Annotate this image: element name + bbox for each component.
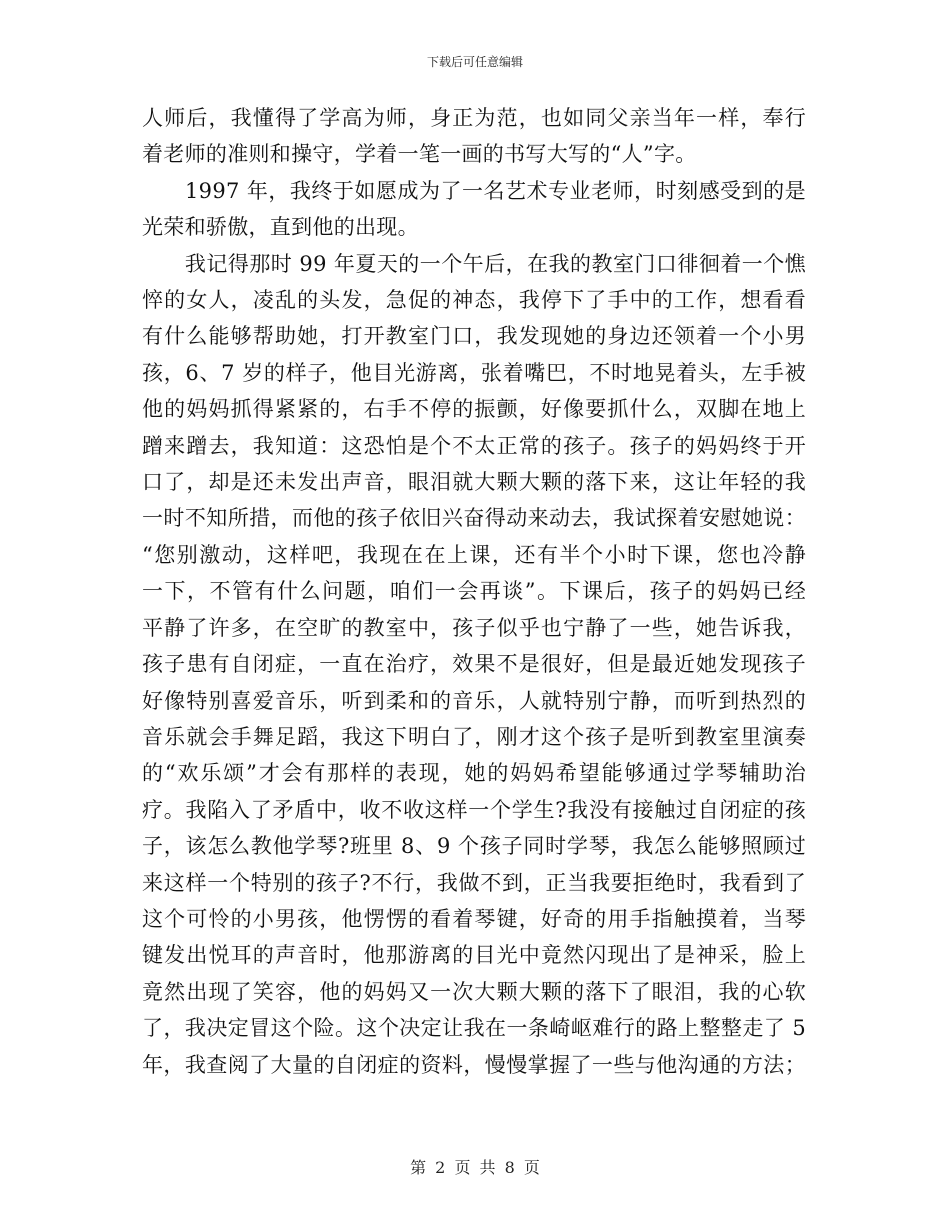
- text-line: 1997 年，我终于如愿成为了一名艺术专业老师，时刻感受到的是: [142, 178, 806, 203]
- text-line: 音乐就会手舞足蹈，我这下明白了，刚才这个孩子是听到教室里演奏: [142, 724, 806, 749]
- text-line: 键发出悦耳的声音时，他那游离的目光中竟然闪现出了是神采，脸上: [142, 943, 806, 968]
- text-line: 好像特别喜爱音乐，听到柔和的音乐，人就特别宁静，而听到热烈的: [142, 688, 806, 713]
- text-line: 着老师的准则和操守，学着一笔一画的书写大写的“人”字。: [142, 142, 697, 167]
- text-line: 年，我查阅了大量的自闭症的资料，慢慢掌握了一些与他沟通的方法；: [142, 1052, 806, 1077]
- text-line: 光荣和骄傲，直到他的出现。: [142, 215, 419, 240]
- text-line: 了，我决定冒这个险。这个决定让我在一条崎岖难行的路上整整走了 5: [142, 1016, 806, 1041]
- page-header: 下载后可任意编辑: [426, 55, 523, 69]
- paragraph-1: [142, 100, 806, 173]
- text-line: 子，该怎么教他学琴?班里 8、9 个孩子同时学琴，我怎么能够照顾过: [142, 834, 806, 859]
- text-line: 悴的女人，凌乱的头发，急促的神态，我停下了手中的工作，想看看: [142, 288, 806, 313]
- text-line: 来这样一个特别的孩子?不行，我做不到，正当我要拒绝时，我看到了: [142, 870, 806, 895]
- text-line: “您别激动，这样吧，我现在在上课，还有半个小时下课，您也冷静: [142, 542, 806, 567]
- text-line: 孩，6、7 岁的样子，他目光游离，张着嘴巴，不时地晃着头，左手被: [142, 360, 806, 385]
- text-line: 竟然出现了笑容，他的妈妈又一次大颗大颗的落下了眼泪，我的心软: [142, 979, 806, 1004]
- paragraph-3: [142, 246, 806, 1083]
- text-line: 孩子患有自闭症，一直在治疗，效果不是很好，但是最近她发现孩子: [142, 652, 806, 677]
- text-line: 的“欢乐颂”才会有那样的表现，她的妈妈希望能够通过学琴辅助治: [142, 761, 806, 786]
- text-line: 一时不知所措，而他的孩子依旧兴奋得动来动去，我试探着安慰她说：: [142, 506, 806, 531]
- text-line: 人师后，我懂得了学高为师，身正为范，也如同父亲当年一样，奉行: [142, 106, 806, 130]
- text-line: 口了，却是还未发出声音，眼泪就大颗大颗的落下来，这让年轻的我: [142, 470, 806, 495]
- page-footer: 第 2 页 共 8 页: [410, 1158, 540, 1177]
- document-body: [142, 100, 806, 1083]
- paragraph-2: [142, 173, 806, 246]
- text-line: 有什么能够帮助她，打开教室门口，我发现她的身边还领着一个小男: [142, 324, 806, 349]
- text-line: 一下，不管有什么问题，咱们一会再谈”。下课后，孩子的妈妈已经: [142, 579, 806, 604]
- text-line: 蹭来蹭去，我知道：这恐怕是个不太正常的孩子。孩子的妈妈终于开: [142, 433, 806, 458]
- text-line: 疗。我陷入了矛盾中，收不收这样一个学生?我没有接触过自闭症的孩: [142, 797, 806, 822]
- text-line: 这个可怜的小男孩，他愣愣的看着琴键，好奇的用手指触摸着，当琴: [142, 906, 806, 931]
- text-line: 我记得那时 99 年夏天的一个午后，在我的教室门口徘徊着一个憔: [142, 251, 806, 276]
- text-line: 他的妈妈抓得紧紧的，右手不停的振颤，好像要抓什么，双脚在地上: [142, 397, 806, 422]
- text-line: 平静了许多，在空旷的教室中，孩子似乎也宁静了一些，她告诉我，: [142, 615, 806, 640]
